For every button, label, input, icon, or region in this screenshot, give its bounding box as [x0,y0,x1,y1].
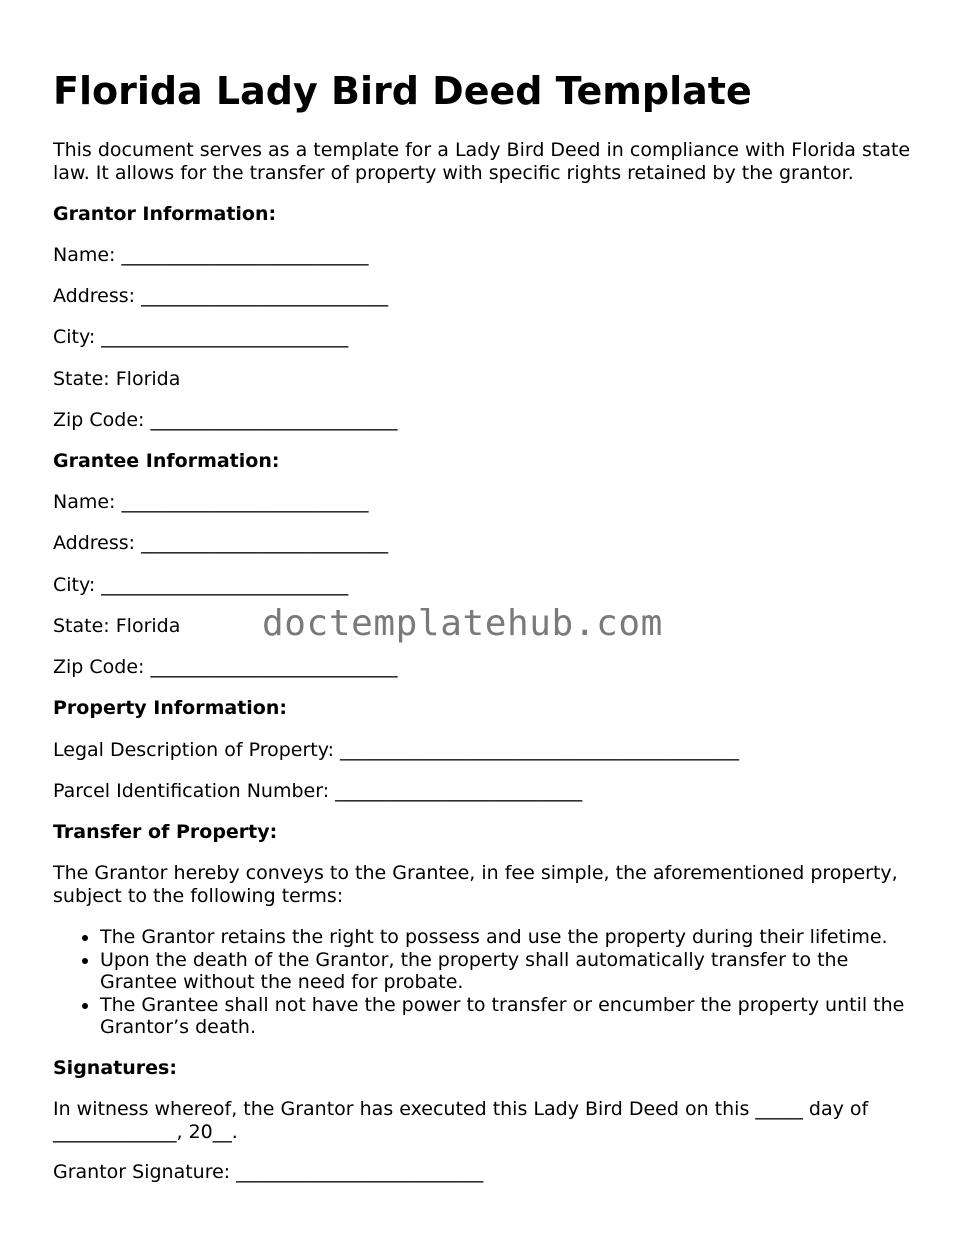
terms-list [53,926,913,1039]
list-item: • The Grantor retains the right to possess and use the property during their lifetime. [100,926,913,949]
watermark-text: doctemplatehub.com [262,603,663,644]
transfer-heading: Transfer of Property: [53,821,278,843]
grantee-address-field: Address: __________________________ [53,532,389,554]
parcel-number-field: Parcel Identification Number: __________________________ [53,780,583,802]
list-item: • The Grantee shall not have the power to transfer or encumber the property until the Grantor’s death. [100,994,913,1039]
grantee-state-field: State: Florida [53,615,181,637]
grantee-zip-field: Zip Code: __________________________ [53,656,398,678]
grantee-name-field: Name: __________________________ [53,491,369,513]
grantor-zip-field: Zip Code: __________________________ [53,409,398,431]
grantor-state-field: State: Florida [53,368,181,390]
list-item: • Upon the death of the Grantor, the property shall automatically transfer to the Grantee without the need for probate. [100,949,913,994]
transfer-paragraph: The Grantor hereby conveys to the Grantee, in fee simple, the aforementioned property, subject to the following terms: [53,862,898,907]
witness-paragraph: In witness whereof, the Grantor has executed this Lady Bird Deed on this _____ day of _____________, 20__. [53,1098,869,1143]
grantee-heading: Grantee Information: [53,450,280,472]
grantor-signature-field: Grantor Signature: __________________________ [53,1161,484,1183]
grantor-name-field: Name: __________________________ [53,244,369,266]
property-heading: Property Information: [53,697,287,719]
grantor-heading: Grantor Information: [53,203,277,225]
grantor-city-field: City: __________________________ [53,326,349,348]
signatures-heading: Signatures: [53,1057,177,1079]
page-title: Florida Lady Bird Deed Template [53,69,752,113]
intro-paragraph: This document serves as a template for a Lady Bird Deed in compliance with Florida state law. It allows for the transfer of property with specific rights retained by the grantor. [53,139,911,184]
grantee-city-field: City: __________________________ [53,574,349,596]
grantor-address-field: Address: __________________________ [53,285,389,307]
legal-description-field: Legal Description of Property: __________________________________________ [53,739,740,761]
